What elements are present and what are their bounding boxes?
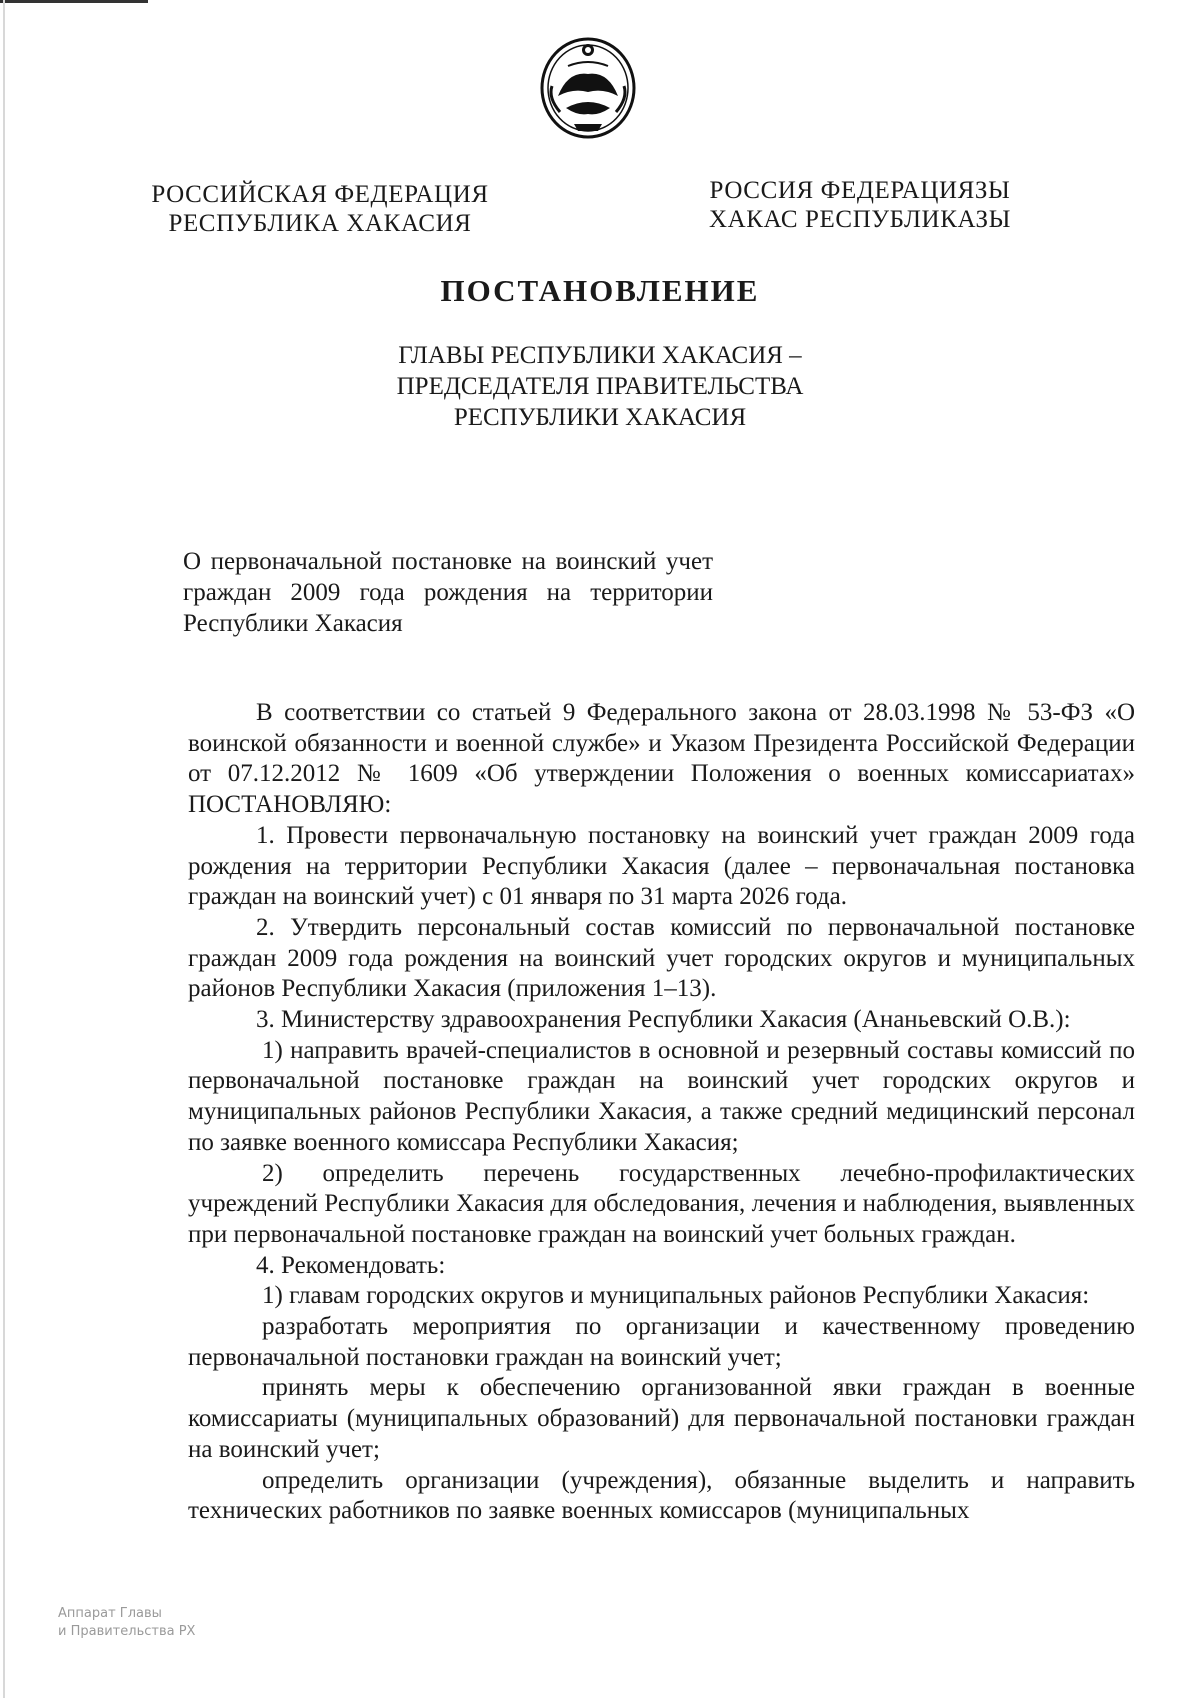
header-right-line1: РОССИЯ ФЕДЕРАЦИЯЗЫ	[709, 177, 1011, 204]
subtitle-line3: РЕСПУБЛИКИ ХАКАСИЯ	[453, 404, 747, 431]
body-paragraph: 3. Министерству здравоохранения Республики Хакасия (Ананьевский О.В.):	[256, 1006, 1071, 1034]
body-paragraph: принять меры к обеспечению организованной явки граждан в военные комиссариаты (муниципальных образований) для первоначальной постановки граждан на воинский учет;	[188, 1374, 1135, 1463]
document-title: ПОСТАНОВЛЕНИЕ	[440, 273, 760, 308]
body-paragraph: 1) направить врачей-специалистов в основной и резервный составы комиссий по первоначальной постановке граждан на воинский учет городских округов и муниципальных районов Республики Хакасия, а также средний медицинский персонал по заявке военного комиссара Республики Хакасия;	[188, 1036, 1135, 1156]
body-paragraph: разработать мероприятия по организации и качественному проведению первоначальной постановки граждан на воинский учет;	[188, 1313, 1135, 1371]
body-paragraph: 2. Утвердить персональный состав комиссий по первоначальной постановке граждан 2009 года рождения на воинский учет городских округов и муниципальных районов Республики Хакасия (приложения 1–13).	[188, 913, 1135, 1003]
subtitle-line2: ПРЕДСЕДАТЕЛЯ ПРАВИТЕЛЬСТВА	[396, 373, 804, 400]
body-paragraph: 2) определить перечень государственных лечебно-профилактических учреждений Республики Хакасия для обследования, лечения и наблюдения, выявленных при первоначальной постановке граждан на воинский учет больных граждан.	[188, 1159, 1135, 1248]
document-body	[188, 698, 1135, 1527]
header-left-block	[140, 180, 500, 238]
subtitle-line1: ГЛАВЫ РЕСПУБЛИКИ ХАКАСИЯ –	[398, 342, 802, 369]
header-right-block	[680, 176, 1040, 234]
body-paragraph: 1. Провести первоначальную постановку на воинский учет граждан 2009 года рождения на территории Республики Хакасия (далее – первоначальная постановка граждан на воинский учет) с 01 января по 31 марта 2026 года.	[188, 821, 1135, 911]
header-left-line1: РОССИЙСКАЯ ФЕДЕРАЦИЯ	[151, 181, 489, 208]
scan-edge-mark	[0, 0, 148, 3]
body-paragraph: 1) главам городских округов и муниципальных районов Республики Хакасия:	[262, 1282, 1090, 1310]
coat-of-arms-khakassia-icon	[538, 36, 638, 140]
body-paragraph: В соответствии со статьей 9 Федерального закона от 28.03.1998 № 53-ФЗ «О воинской обязанности и военной службе» и Указом Президента Российской Федерации от 07.12.2012 № 1609 «Об утверждении Положения о военных комиссариатах» ПОСТАНОВЛЯЮ:	[188, 699, 1135, 819]
stamp-line1: Аппарат Главы	[58, 1606, 162, 1621]
scan-left-edge	[3, 0, 5, 1698]
document-subject: О первоначальной постановке на воинский учет граждан 2009 года рождения на территории Республики Хакасия	[183, 548, 713, 637]
header-left-line2: РЕСПУБЛИКА ХАКАСИЯ	[168, 210, 472, 237]
stamp-line2: и Правительства РХ	[58, 1624, 196, 1639]
document-subtitle	[300, 340, 900, 433]
body-paragraph: 4. Рекомендовать:	[256, 1251, 446, 1279]
header-right-line2: ХАКАС РЕСПУБЛИКАЗЫ	[708, 206, 1012, 233]
body-paragraph: определить организации (учреждения), обязанные выделить и направить технических работников по заявке военных комиссаров (муниципальных	[188, 1466, 1135, 1525]
registry-stamp	[58, 1605, 195, 1641]
